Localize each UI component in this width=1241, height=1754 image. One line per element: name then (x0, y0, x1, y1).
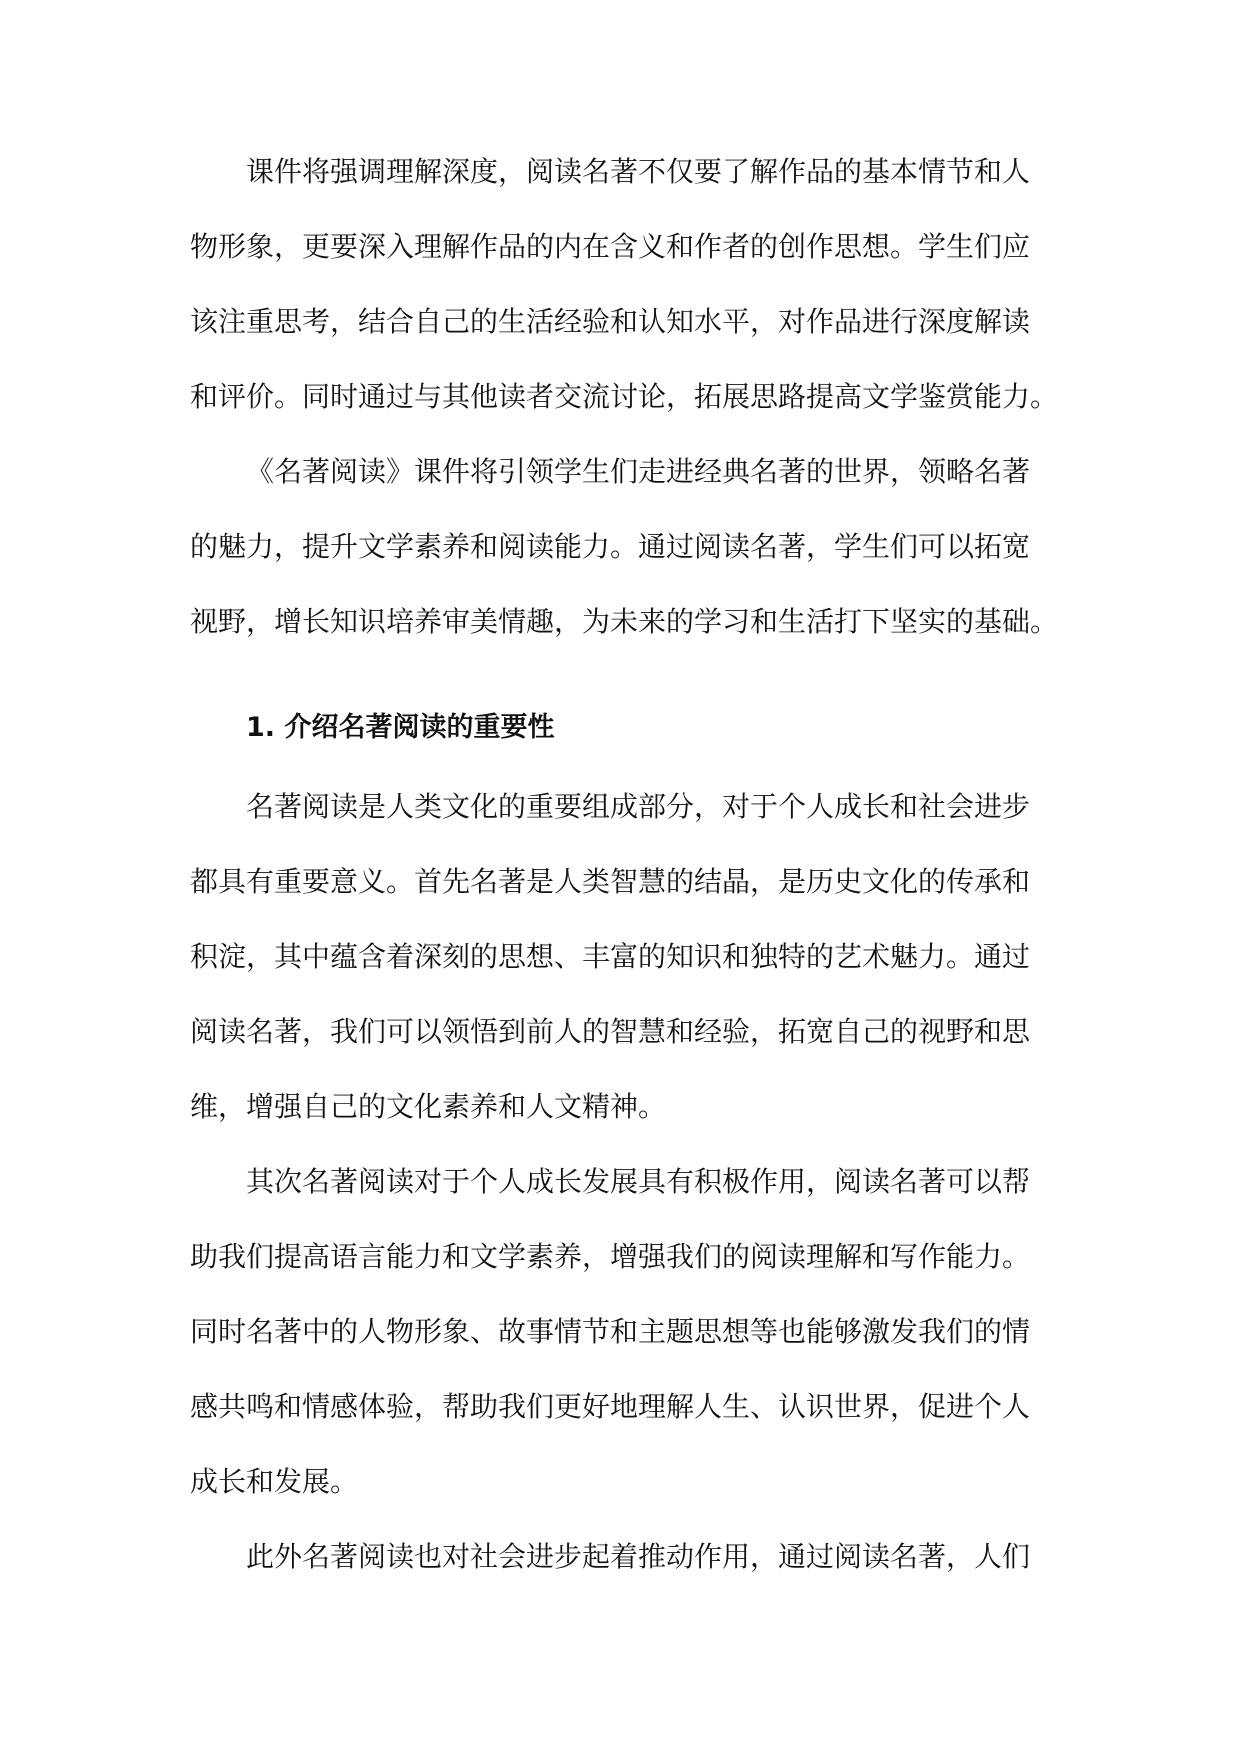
paragraph-1-line-1: 课件将强调理解深度，阅读名著不仅要了解作品的基本情节和人 (246, 155, 1031, 188)
section-paragraph-1-line-5: 维，增强自己的文化素养和人文精神。 (190, 1090, 667, 1123)
section-paragraph-2-line-4: 感共鸣和情感体验，帮助我们更好地理解人生、认识世界，促进个人 (190, 1390, 1031, 1423)
section-paragraph-2-line-3: 同时名著中的人物形象、故事情节和主题思想等也能够激发我们的情 (190, 1315, 1031, 1348)
section-paragraph-1-line-3: 积淀，其中蕴含着深刻的思想、丰富的知识和独特的艺术魅力。通过 (190, 940, 1031, 973)
section-paragraph-2-line-5: 成长和发展。 (190, 1465, 359, 1498)
paragraph-1-line-4: 和评价。同时通过与其他读者交流讨论，拓展思路提高文学鉴赏能力。 (190, 380, 1059, 413)
section-paragraph-1-line-2: 都具有重要意义。首先名著是人类智慧的结晶，是历史文化的传承和 (190, 865, 1031, 898)
paragraph-2-line-2: 的魅力，提升文学素养和阅读能力。通过阅读名著，学生们可以拓宽 (190, 530, 1031, 563)
section-paragraph-2-line-1: 其次名著阅读对于个人成长发展具有积极作用，阅读名著可以帮 (246, 1165, 1031, 1198)
paragraph-1-line-2: 物形象，更要深入理解作品的内在含义和作者的创作思想。学生们应 (190, 230, 1031, 263)
section-paragraph-1-line-1: 名著阅读是人类文化的重要组成部分，对于个人成长和社会进步 (246, 790, 1031, 823)
paragraph-2-line-1: 《名著阅读》课件将引领学生们走进经典名著的世界，领略名著 (246, 455, 1031, 488)
paragraph-1-line-3: 该注重思考，结合自己的生活经验和认知水平，对作品进行深度解读 (190, 305, 1031, 338)
section-paragraph-1-line-4: 阅读名著，我们可以领悟到前人的智慧和经验，拓宽自己的视野和思 (190, 1015, 1031, 1048)
section-paragraph-3-line-1: 此外名著阅读也对社会进步起着推动作用，通过阅读名著，人们 (246, 1540, 1031, 1573)
paragraph-2-line-3: 视野，增长知识培养审美情趣，为未来的学习和生活打下坚实的基础。 (190, 605, 1059, 638)
section-paragraph-2-line-2: 助我们提高语言能力和文学素养，增强我们的阅读理解和写作能力。 (190, 1240, 1031, 1273)
section-heading: 1. 介绍名著阅读的重要性 (246, 712, 555, 743)
